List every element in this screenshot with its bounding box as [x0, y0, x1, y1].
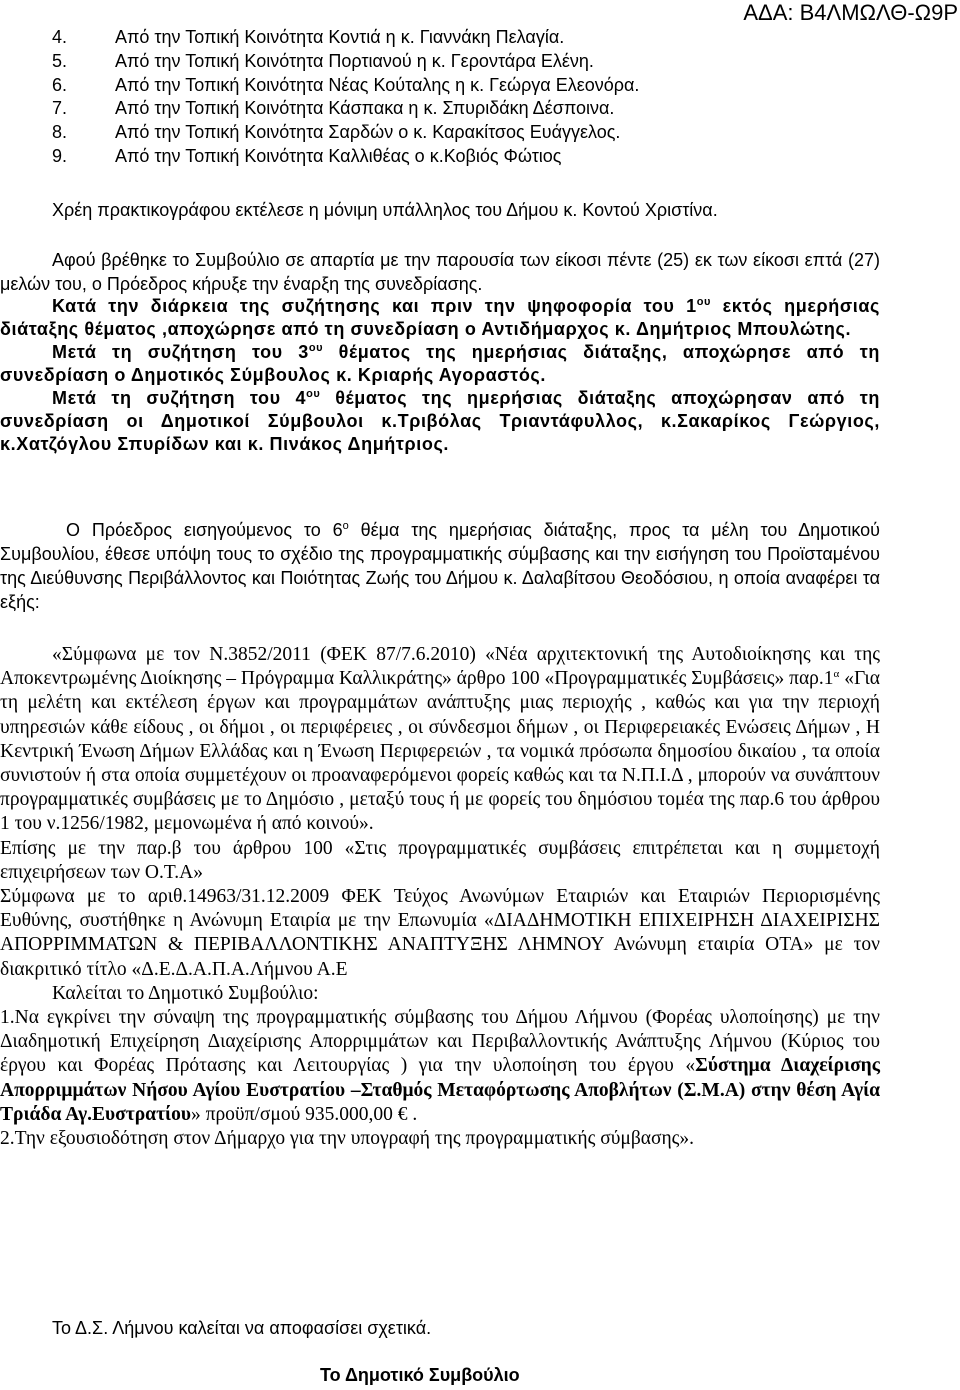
departure-paragraph: Μετά τη συζήτηση του $4^{o\upsilon}$ θέματος της ημερήσιας διάταξης αποχώρησαν από τη συνεδρίαση οι Δημοτικοί Σύμβουλοι κ.Τριβόλας Τριαντάφυλλος, κ.Σακαρίκος Γεώργιος, κ.Χατζόγλου Σπυρίδων και κ. Πινάκος Δημήτριος.	[0, 388, 880, 454]
list-text: Από την Τοπική Κοινότητα Κάσπακα η κ. Σπυριδάκη Δέσποινα.	[115, 98, 615, 119]
intro-paragraph: Ο Πρόεδρος εισηγούμενος το $6^o$ θέμα της ημερήσιας διάταξης, προς τα μέλη του Δημοτικού Συμβουλίου, έθεσε υπόψη τους το σχέδιο της προγραμματικής σύμβασης και την εισήγηση του Προϊσταμένου της Διεύθυνσης Περιβάλλοντος και Ποιότητας Ζωής του Δήμου κ. Δαλαβίτσου Θεοδόσιου, η οποία αναφέρει τα εξής:	[0, 520, 881, 612]
closing-line: Το Δ.Σ. Λήμνου καλείται να αποφασίσει σχετικά.	[52, 1318, 432, 1338]
company-paragraph: Σύμφωνα με το αριθ.14963/31.12.2009 ΦΕΚ Τεύχος Ανωνύμων Εταιριών και Εταιριών Περιορισμένης Ευθύνης, συστήθηκε η Ανώνυμη Εταιρία με την Επωνυμία «ΔΙΑΔΗΜΟΤΙΚΗ ΕΠΙΧΕΙΡΗΣΗ ΔΙΑΧΕΙΡΙΣΗΣ ΑΠΟΡΡΙΜΜΑΤΩΝ & ΠΕΡΙΒΑΛΛΟΝΤΙΚΗΣ ΑΝΑΠΤΥΞΗΣ ΛΗΜΝΟΥ Ανώνυμη εταιρία ΟΤΑ» με τον διακριτικό τίτλο «Δ.Ε.Δ.Α.Π.Α.Λήμνου Α.Ε	[0, 886, 880, 980]
list-number: 9.	[52, 145, 68, 166]
list-text: Από την Τοπική Κοινότητα Νέας Κούταλης η κ. Γεώργα Ελεονόρα.	[115, 74, 640, 95]
list-item	[52, 74, 639, 98]
list-item	[52, 97, 639, 121]
signature-heading: Το Δημοτικό Συμβούλιο	[320, 1365, 520, 1385]
list-item	[52, 26, 639, 50]
list-item	[52, 50, 639, 74]
legal-also-paragraph: Επίσης με την παρ.β του άρθρου 100 «Στις προγραμματικές συμβάσεις επιτρέπεται και η συμμετοχή επιχειρήσεων των Ο.Τ.Α»	[0, 837, 880, 883]
list-number: 8.	[52, 122, 68, 143]
list-text: Από την Τοπική Κοινότητα Καλλιθέας ο κ.Κοβιός Φώτιος	[115, 145, 562, 166]
departure-paragraph: Κατά την διάρκεια της συζήτησης και πριν την ψηφοφορία του $1^{o\upsilon}$ εκτός ημερήσιας διάταξης θέματος ,αποχώρησε από τη συνεδρίαση ο Αντιδήμαρχος κ. Δημήτριος Μπουλώτης.	[0, 296, 881, 339]
legal-text-block	[0, 643, 880, 1151]
members-list	[52, 26, 639, 169]
secretary-line: Χρέη πρακτικογράφου εκτέλεσε η μόνιμη υπάλληλος του Δήμου κ. Κοντού Χριστίνα.	[52, 200, 718, 220]
list-text: Από την Τοπική Κοινότητα Σαρδών ο κ. Καρακίτσος Ευάγγελος.	[115, 122, 621, 143]
quorum-paragraph: Αφού βρέθηκε το Συμβούλιο σε απαρτία με την παρουσία των είκοσι πέντε (25) εκ των είκοσι επτά (27) μελών του, ο Πρόεδρος κήρυξε την έναρξη της συνεδρίασης.	[0, 250, 880, 294]
list-text: Από την Τοπική Κοινότητα Κοντιά η κ. Γιαννάκη Πελαγία.	[115, 27, 565, 47]
list-item	[52, 121, 639, 145]
decision-item-2: 2.Την εξουσιοδότηση στον Δήμαρχο για την υπογραφή της προγραμματικής σύμβασης».	[0, 1128, 695, 1150]
legal-paragraph: «Σύμφωνα με τον Ν.3852/2011 (ΦΕΚ 87/7.6.2010) «Νέα αρχιτεκτονική της Αυτοδιοίκησης και της Αποκεντρωμένης Διοίκησης – Πρόγραμμα Καλλικράτης» άρθρο 100 «Προγραμματικές Συμβάσεις» $\pi\alpha\rho.1^\alpha$ «Για τη μελέτη και εκτέλεση έργων και προγραμμάτων ανάπτυξης μιας περιοχής , καθώς και για την περιοχή υπηρεσιών κάθε είδους , οι δήμοι , οι περιφέρειες , οι σύνδεσμοι δήμων , οι Περιφερειακές Ενώσεις Δήμων , Η Κεντρική Ένωση Δήμων Ελλάδας και η Ένωση Περιφερειών , τα νομικά πρόσωπα δημοσίου δικαίου , τα οποία συνιστούν ή στα οποία συμμετέχουν οι προαναφερόμενοι φορείς καθώς και τα Ν.Π.Ι.Δ , μπορούν να συνάπτουν προγραμματικές συμβάσεις με το Δημόσιο , μεταξύ τους ή με φορείς του δημόσιου τομέα της παρ.6 του άρθρου 1 του ν.1256/1982, μεμονωμένα ή από κοινού».	[0, 644, 880, 835]
list-number: 7.	[52, 98, 68, 119]
decision-item-1: 1.Να εγκρίνει την σύναψη της προγραμματικής σύμβασης του Δήμου Λήμνου (Φορέας υλοποίησης) με την Διαδημοτική Επιχείρηση Διαχείρισης Απορριμμάτων και Περιβαλλοντικής Ανάπτυξης Λήμνου (Κύριος του έργου και Φορέας Πρότασης και Λειτουργίας ) για την υλοποίηση του έργου «Σύστημα Διαχείρισης Απορριμμάτων Νήσου Αγίου Ευστρατίου –Σταθμός Μεταφόρτωσης Αποβλήτων (Σ.Μ.Α) στην θέση Αγία Τριάδα Αγ.Ευστρατίου» προϋπ/σμού 935.000,00 € .	[0, 1007, 880, 1125]
list-number: 6.	[52, 74, 68, 95]
departures-block	[0, 295, 880, 456]
list-number: 4.	[52, 27, 68, 47]
departure-paragraph: Μετά τη συζήτηση του $3^{o\upsilon}$ θέματος της ημερήσιας διάταξης, αποχώρησε από τη συνεδρίαση ο Δημοτικός Σύμβουλος κ. Κριαρής Αγοραστός.	[0, 342, 880, 385]
list-text: Από την Τοπική Κοινότητα Πορτιανού η κ. Γεροντάρα Ελένη.	[115, 50, 594, 71]
ada-code: ΑΔΑ: Β4ΛΜΩΛΘ-Ω9Ρ	[743, 0, 958, 25]
invite-line: Καλείται το Δημοτικό Συμβούλιο:	[52, 982, 319, 1004]
list-item	[52, 145, 639, 169]
list-number: 5.	[52, 50, 68, 71]
